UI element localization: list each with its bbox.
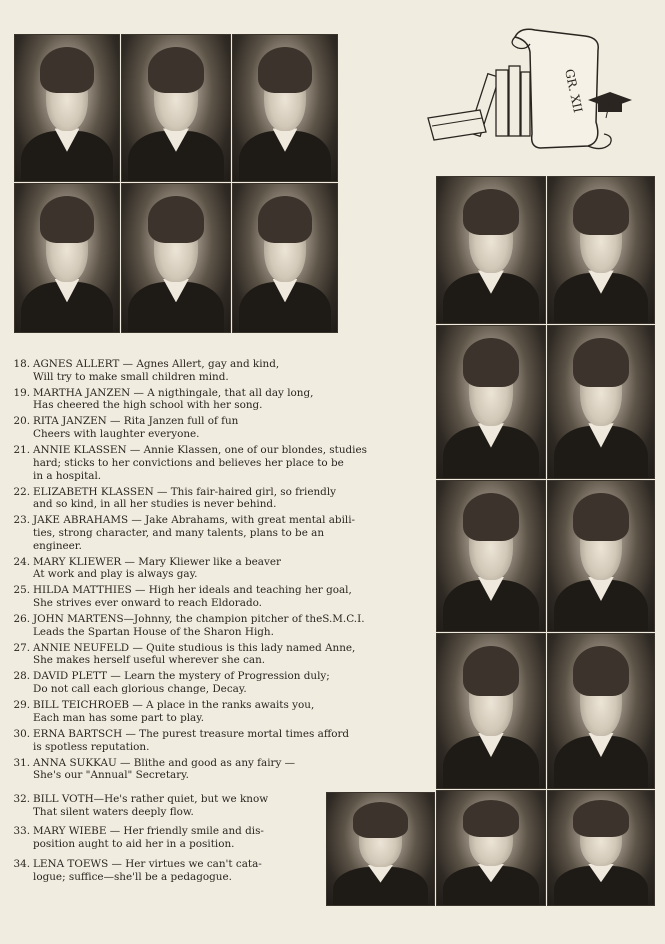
portrait-photo xyxy=(547,480,655,632)
student-entry: 32. BILL VOTH—He's rather quiet, but we know That silent waters deeply flow. xyxy=(13,793,269,818)
student-entry: 21. ANNIE KLASSEN — Annie Klassen, one of our blondes, studies hard; sticks to her convictions and believes her place to be in a hospital. xyxy=(13,444,367,482)
portrait-photo xyxy=(232,34,338,182)
portrait-photo xyxy=(547,176,655,324)
portrait-photo xyxy=(436,325,546,479)
student-entry: 26. JOHN MARTENS—Johnny, the champion pitcher of theS.M.C.I. Leads the Spartan House of the Sharon High. xyxy=(13,613,365,638)
scroll-label: GR. XII xyxy=(562,67,585,114)
student-entry: 31. ANNA SUKKAU — Blithe and good as any fairy — She's our "Annual" Secretary. xyxy=(13,756,296,782)
student-entry: 23. JAKE ABRAHAMS — Jake Abrahams, with great mental abili- ties, strong character, and many talents, plans to be an engineer. xyxy=(13,514,356,552)
student-entry: 24. MARY KLIEWER — Mary Kliewer like a beaver At work and play is always gay. xyxy=(13,555,281,581)
student-entry: 19. MARTHA JANZEN — A nigthingale, that all day long, Has cheered the high school with her song. xyxy=(13,386,314,412)
portrait-photo xyxy=(232,183,338,333)
portrait-photo xyxy=(547,325,655,479)
student-entry: 30. ERNA BARTSCH — The purest treasure mortal times afford is spotless reputation. xyxy=(13,727,350,753)
student-entry: 20. RITA JANZEN — Rita Janzen full of fun Cheers with laughter everyone. xyxy=(13,415,239,441)
student-entry: 22. ELIZABETH KLASSEN — This fair-haired girl, so friendly and so kind, in all her studies is never behind. xyxy=(13,485,337,511)
scroll-books-illustration xyxy=(420,22,650,162)
student-entry: 27. ANNIE NEUFELD — Quite studious is this lady named Anne, She makes herself useful wherever she can. xyxy=(13,641,356,667)
student-entry: 18. AGNES ALLERT — Agnes Allert, gay and kind, Will try to make small children mind. xyxy=(13,358,280,383)
portrait-photo xyxy=(547,633,655,789)
portrait-photo xyxy=(14,34,120,182)
student-entries-list xyxy=(6,358,426,785)
portrait-photo xyxy=(436,790,546,906)
portrait-photo xyxy=(121,34,231,182)
student-entries-list-bottom xyxy=(6,793,320,890)
student-entry: 28. DAVID PLETT — Learn the mystery of Progression duly; Do not call each glorious change, Decay. xyxy=(13,670,330,696)
student-entry: 33. MARY WIEBE — Her friendly smile and dis- position aught to aid her in a position. xyxy=(13,825,264,851)
student-entry: 29. BILL TEICHROEB — A place in the ranks awaits you, Each man has some part to play. xyxy=(13,699,315,724)
portrait-photo xyxy=(121,183,231,333)
portrait-photo xyxy=(436,176,546,324)
portrait-photo xyxy=(436,633,546,789)
portrait-photo xyxy=(436,480,546,632)
portrait-photo xyxy=(326,792,435,906)
student-entry: 25. HILDA MATTHIES — High her ideals and teaching her goal, She strives ever onward to reach Eldorado. xyxy=(13,584,352,610)
student-entry: 34. LENA TOEWS — Her virtues we can't cata- logue; suffice—she'll be a pedagogue. xyxy=(13,857,262,883)
portrait-photo xyxy=(547,790,655,906)
portrait-photo xyxy=(14,183,120,333)
